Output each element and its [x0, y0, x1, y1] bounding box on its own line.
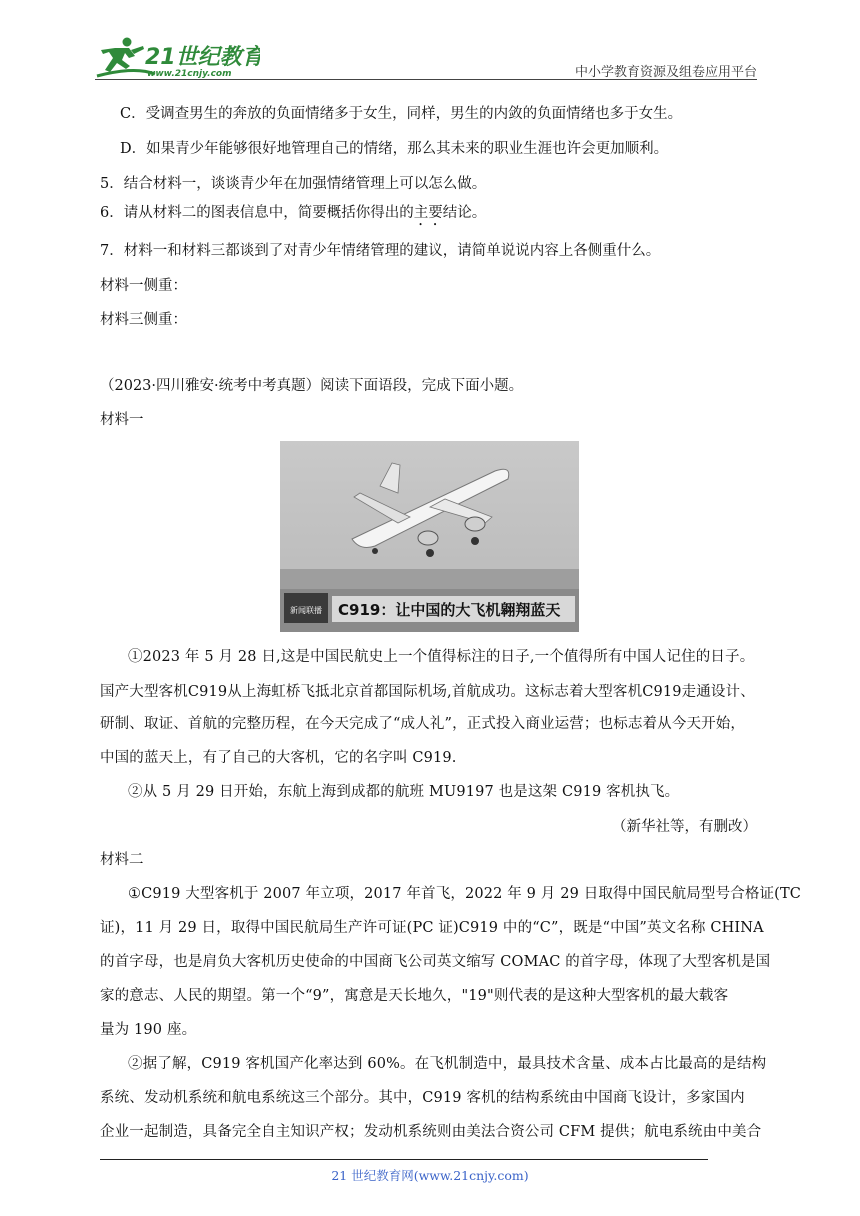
- option-c: C．受调查男生的奔放的负面情绪多于女生，同样，男生的内敛的负面情绪也多于女生。: [120, 106, 683, 122]
- platform-name: 中小学教育资源及组卷应用平台: [574, 65, 757, 80]
- answer-material3-focus: 材料三侧重：: [100, 312, 187, 328]
- material1-paragraph-line: 国产大型客机C919从上海虹桥飞抵北京首都国际机场,首航成功。这标志着大型客机C919走通设计、: [100, 684, 755, 700]
- option-d: D．如果青少年能够很好地管理自己的情绪，那么其未来的职业生涯也许会更加顺利。: [120, 141, 669, 157]
- material2-paragraph-line: ②据了解，C919 客机国产化率达到 60%。在飞机制造中，最具技术含量、成本占比最高的是结构: [128, 1056, 767, 1072]
- footer-divider: [100, 1159, 708, 1160]
- material1-paragraph-line: 中国的蓝天上，有了自己的大客机，它的名字叫 C919.: [100, 750, 457, 766]
- material1-paragraph-line: ②从 5 月 29 日开始，东航上海到成都的航班 MU9197 也是这架 C919 客机执飞。: [128, 784, 680, 800]
- question-6: 6．请从材料二的图表信息中，简要概括你得出的主要结论。: [100, 205, 487, 221]
- material1-label: 材料一: [100, 412, 144, 428]
- question-5: 5．结合材料一，谈谈青少年在加强情绪管理上可以怎么做。: [100, 176, 487, 192]
- material1-paragraph-line: 研制、取证、首航的完整历程，在今天完成了“成人礼”，正式投入商业运营；也标志着从今天开始，: [100, 716, 746, 732]
- material2-paragraph-line: 的首字母，也是肩负大客机历史使命的中国商飞公司英文缩写 COMAC 的首字母，体现了大型客机是国: [100, 954, 771, 970]
- material2-paragraph-line: 家的意志、人民的期望。第一个“9”，寓意是天长地久，"19"则代表的是这种大型客机的最大载客: [100, 988, 729, 1004]
- answer-material1-focus: 材料一侧重：: [100, 278, 187, 294]
- material2-label: 材料二: [100, 852, 144, 868]
- c919-photo: [280, 441, 579, 632]
- question-7: 7．材料一和材料三都谈到了对青少年情绪管理的建议，请简单说说内容上各侧重什么。: [100, 243, 661, 259]
- site-logo: [95, 36, 260, 78]
- footer-link[interactable]: 21 世纪教育网(www.21cnjy.com): [331, 1168, 529, 1183]
- emphasis-text: 主要: [413, 205, 443, 221]
- material2-paragraph-line: 量为 190 座。: [100, 1022, 197, 1038]
- material2-paragraph-line: 企业一起制造，具备完全自主知识产权；发动机系统则由美法合资公司 CFM 提供；航电系统由中美合: [100, 1124, 762, 1140]
- news-logo: 新闻联播: [290, 606, 322, 615]
- logo-text: 21世纪教育: [145, 45, 260, 70]
- logo-subtext: www.21cnjy.com: [147, 69, 232, 78]
- material1-paragraph-line: ①2023 年 5 月 28 日,这是中国民航史上一个值得标注的日子,一个值得所有中国人记住的日子。: [128, 649, 755, 665]
- material1-citation: （新华社等，有删改）: [612, 819, 757, 835]
- material2-paragraph-line: ①C919 大型客机于 2007 年立项，2017 年首飞，2022 年 9 月 29 日取得中国民航局型号合格证(TC: [128, 886, 802, 902]
- header-divider: [95, 79, 757, 80]
- question-source: （2023·四川雅安·统考中考真题）阅读下面语段，完成下面小题。: [100, 378, 524, 394]
- material2-paragraph-line: 证)，11 月 29 日，取得中国民航局生产许可证(PC 证)C919 中的“C”，既是“中国”英文名称 CHINA: [100, 920, 764, 936]
- photo-caption: C919：让中国的大飞机翱翔蓝天: [338, 601, 561, 619]
- material2-paragraph-line: 系统、发动机系统和航电系统这三个部分。其中，C919 客机的结构系统由中国商飞设计，多家国内: [100, 1090, 745, 1106]
